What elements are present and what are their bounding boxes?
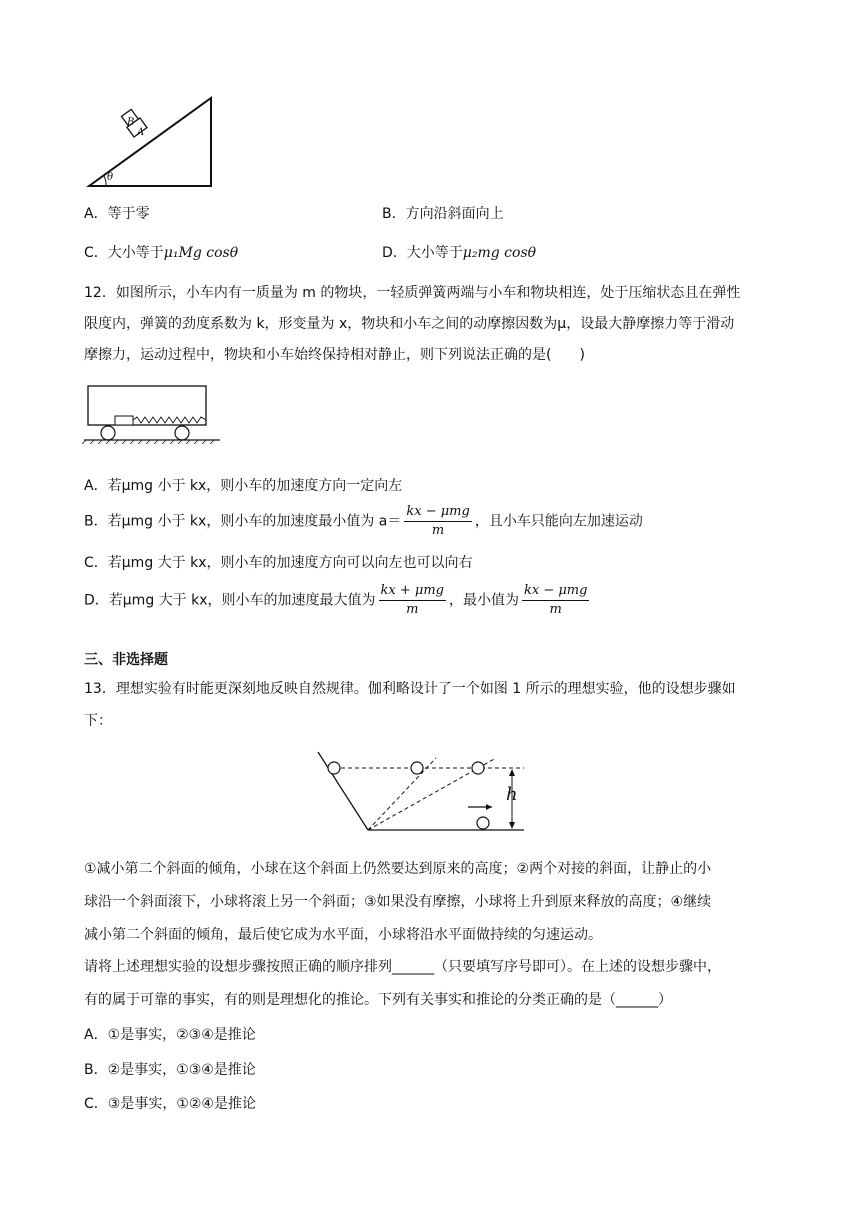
q12-option-c: C．若μmg 大于 kx，则小车的加速度方向可以向左也可以向右 bbox=[84, 555, 473, 571]
q12-line-2: 限度内，弹簧的劲度系数为 k，形变量为 x，物块和小车之间的动摩擦因数为μ，设最大静摩擦力等于滑动 bbox=[84, 316, 735, 332]
fraction bbox=[404, 503, 471, 540]
fraction-denominator: m bbox=[406, 602, 419, 617]
q13-option-a: A．①是事实，②③④是推论 bbox=[84, 1027, 256, 1043]
fraction-numerator: kx − μmg bbox=[404, 503, 471, 522]
cart-figure bbox=[84, 384, 220, 440]
q12-option-d bbox=[84, 582, 592, 619]
fraction-denominator: m bbox=[549, 602, 562, 617]
q12-line-3: 摩擦力，运动过程中，物块和小车始终保持相对静止，则下列说法正确的是( ) bbox=[84, 347, 585, 363]
option-text: 大小等于 bbox=[406, 245, 463, 261]
q12-option-b bbox=[84, 503, 643, 540]
q13-step-line-1: ①减小第二个斜面的倾角，小球在这个斜面上仍然要达到原来的高度；②两个对接的斜面，让静止的小 bbox=[84, 861, 712, 877]
option-letter: B． bbox=[382, 206, 406, 222]
q13-option-b: B．②是事实，①③④是推论 bbox=[84, 1062, 256, 1078]
q13-line-2: 下： bbox=[84, 713, 112, 729]
option-math: μ₁Mg cosθ bbox=[163, 245, 239, 261]
option-letter: D． bbox=[382, 245, 407, 261]
option-text: 大小等于 bbox=[107, 245, 164, 261]
fraction bbox=[379, 582, 446, 619]
block-label-a: A bbox=[137, 127, 145, 138]
q11-option-b bbox=[382, 203, 504, 223]
block-label-b: B bbox=[127, 117, 135, 128]
q11-option-a bbox=[84, 203, 150, 223]
q13-question-line-2: 有的属于可靠的事实，有的则是理想化的推论。下列有关事实和推论的分类正确的是（______） bbox=[84, 992, 672, 1008]
option-letter: A． bbox=[84, 206, 108, 222]
q11-option-d bbox=[382, 242, 536, 262]
option-letter: C． bbox=[84, 245, 108, 261]
option-d-prefix: D．若μmg 大于 kx，则小车的加速度最大值为 bbox=[84, 592, 376, 609]
q12-option-a: A．若μmg 小于 kx，则小车的加速度方向一定向左 bbox=[84, 478, 403, 494]
angle-label: θ bbox=[107, 172, 114, 183]
q11-option-c bbox=[84, 242, 238, 262]
fraction-numerator: kx − μmg bbox=[522, 582, 589, 601]
q13-question-line-1: 请将上述理想实验的设想步骤按照正确的顺序排列______（只要填写序号即可）。在上述的设想步骤中， bbox=[84, 959, 721, 975]
option-math: μ₂mg cosθ bbox=[462, 245, 537, 261]
q13-option-c: C．③是事实，①②④是推论 bbox=[84, 1096, 256, 1112]
q13-step-line-2: 球沿一个斜面滚下，小球将滚上另一个斜面；③如果没有摩擦，小球将上升到原来释放的高度；④继续 bbox=[84, 894, 712, 910]
q13-line-1: 13．理想实验有时能更深刻地反映自然规律。伽利略设计了一个如图 1 所示的理想实验，他的设想步骤如 bbox=[84, 681, 736, 697]
incline-figure bbox=[84, 92, 219, 190]
option-text: 方向沿斜面向上 bbox=[405, 206, 504, 222]
option-b-prefix: B．若μmg 小于 kx，则小车的加速度最小值为 a＝ bbox=[84, 513, 402, 530]
q12-line-1: 12．如图所示，小车内有一质量为 m 的物块，一轻质弹簧两端与小车和物块相连，处于压缩状态且在弹性 bbox=[84, 285, 741, 301]
fraction bbox=[522, 582, 589, 619]
fraction-numerator: kx + μmg bbox=[379, 582, 446, 601]
option-d-mid: ，最小值为 bbox=[448, 592, 519, 609]
option-text: 等于零 bbox=[107, 206, 150, 222]
section-heading: 三、非选择题 bbox=[84, 652, 168, 668]
option-b-suffix: ，且小车只能向左加速运动 bbox=[474, 513, 643, 530]
galileo-figure bbox=[316, 750, 526, 832]
q13-step-line-3: 减小第二个斜面的倾角，最后使它成为水平面，小球将沿水平面做持续的匀速运动。 bbox=[84, 927, 602, 943]
height-label: h bbox=[506, 784, 518, 805]
fraction-denominator: m bbox=[431, 523, 445, 538]
